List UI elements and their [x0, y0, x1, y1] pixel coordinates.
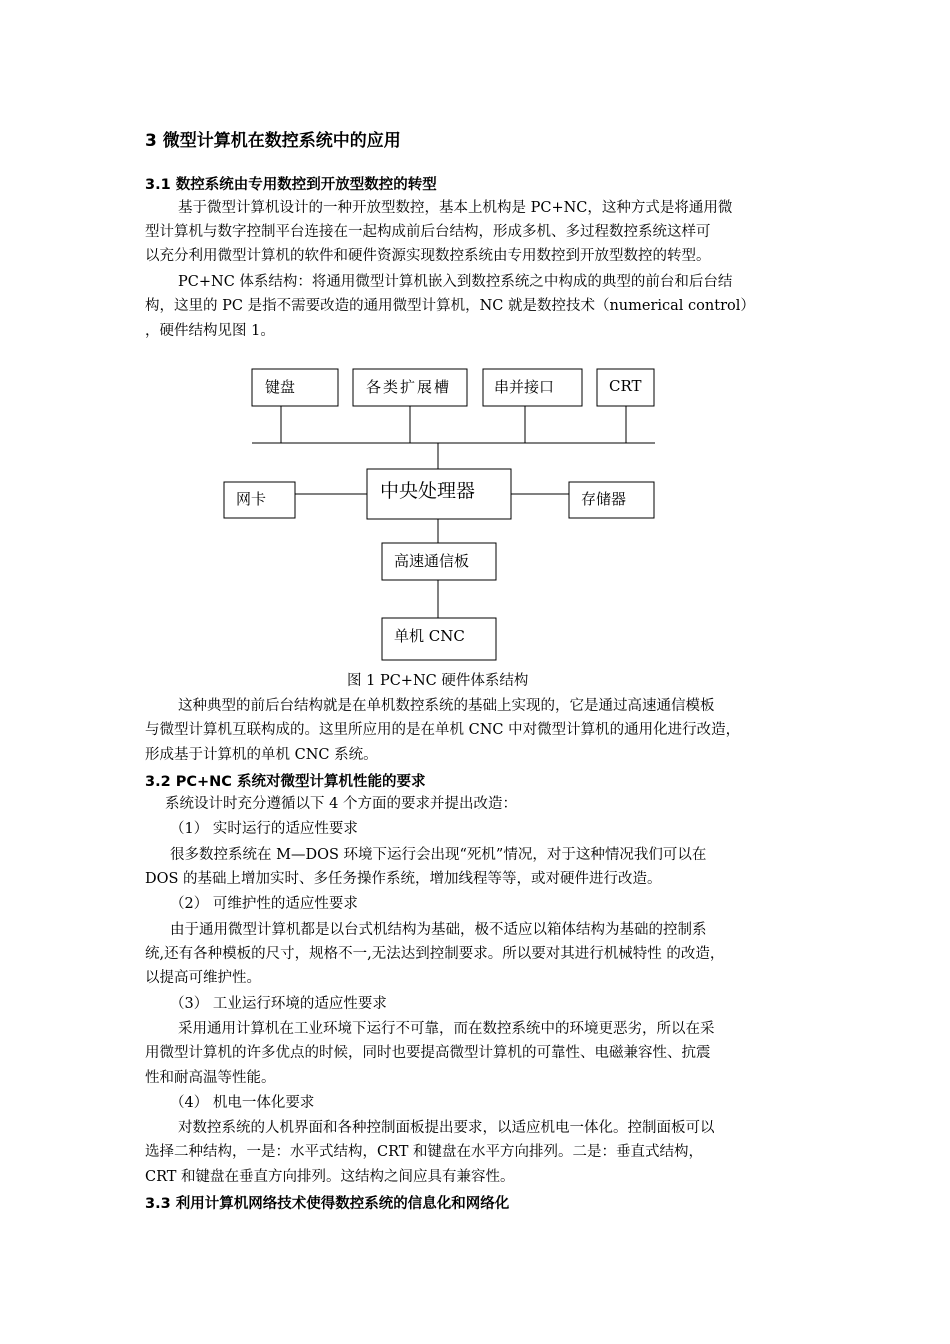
- cnc-label: 单机 CNC: [394, 627, 465, 645]
- section-title: 3 微型计算机在数控系统中的应用: [145, 131, 401, 151]
- paragraph-line: CRT 和键盘在垂直方向排列。这结构之间应具有兼容性。: [145, 1169, 515, 1185]
- paragraph-line: 很多数控系统在 M—DOS 环境下运行会出现“死机”情况，对于这种情况我们可以在: [170, 847, 707, 863]
- subsection-3-2-heading: 3.2 PC+NC 系统对微型计算机性能的要求: [145, 774, 426, 790]
- paragraph-line: 这种典型的前后台结构就是在单机数控系统的基础上实现的，它是通过高速通信模板: [178, 698, 715, 714]
- paragraph-line: 由于通用微型计算机都是以台式机结构为基础，极不适应以箱体结构为基础的控制系: [170, 922, 707, 938]
- cpu-label: 中央处理器: [380, 480, 476, 502]
- storage-label: 存储器: [581, 490, 627, 508]
- keyboard-label: 键盘: [265, 378, 296, 396]
- paragraph-line: 以充分利用微型计算机的软件和硬件资源实现数控系统由专用数控到开放型数控的转型。: [145, 248, 711, 264]
- paragraph-line: 性和耐高温等性能。: [145, 1070, 276, 1086]
- paragraph-line: 与微型计算机互联构成的。这里所应用的是在单机 CNC 中对微型计算机的通用化进行改造，: [145, 722, 741, 738]
- paragraph-line: ，硬件结构见图 1。: [145, 323, 275, 339]
- paragraph-line: 型计算机与数字控制平台连接在一起构成前后台结构，形成多机、多过程数控系统这样可: [145, 224, 711, 240]
- comm-board-label: 高速通信板: [394, 552, 470, 570]
- paragraph-line: 形成基于计算机的单机 CNC 系统。: [145, 747, 378, 763]
- paragraph-line: 统,还有各种模板的尺寸，规格不一,无法达到控制要求。所以要对其进行机械特性 的改造，: [145, 946, 725, 962]
- paragraph-line: 采用通用计算机在工业环境下运行不可靠，而在数控系统中的环境更恶劣，所以在采: [178, 1021, 715, 1037]
- subsection-3-3-heading: 3.3 利用计算机网络技术使得数控系统的信息化和网络化: [145, 1196, 510, 1212]
- list-item-title: （3） 工业运行环境的适应性要求: [170, 996, 387, 1012]
- paragraph-line: 对数控系统的人机界面和各种控制面板提出要求，以适应机电一体化。控制面板可以: [178, 1120, 715, 1136]
- paragraph-line: 系统设计时充分遵循以下 4 个方面的要求并提出改造：: [165, 796, 517, 812]
- list-item-title: （2） 可维护性的适应性要求: [170, 896, 358, 912]
- subsection-3-1-heading: 3.1 数控系统由专用数控到开放型数控的转型: [145, 177, 437, 193]
- paragraph-line: 以提高可维护性。: [145, 970, 261, 986]
- list-item-title: （4） 机电一体化要求: [170, 1095, 315, 1111]
- paragraph-line: DOS 的基础上增加实时、多任务操作系统，增加线程等等，或对硬件进行改造。: [145, 871, 662, 887]
- crt-label: CRT: [609, 377, 642, 395]
- paragraph-line: 选择二种结构，一是：水平式结构，CRT 和键盘在水平方向排列。二是：垂直式结构，: [145, 1144, 704, 1160]
- list-item-title: （1） 实时运行的适应性要求: [170, 821, 358, 837]
- paragraph-line: PC+NC 体系结构：将通用微型计算机嵌入到数控系统之中构成的典型的前台和后台结: [178, 274, 733, 290]
- expansion-slot-label: 各类扩展槽: [366, 378, 452, 396]
- figure-caption: 图 1 PC+NC 硬件体系结构: [347, 673, 529, 689]
- paragraph-line: 基于微型计算机设计的一种开放型数控，基本上机构是 PC+NC，这种方式是将通用微: [178, 200, 733, 216]
- serial-parallel-label: 串并接口: [494, 378, 555, 396]
- paragraph-line: 构，这里的 PC 是指不需要改造的通用微型计算机，NC 就是数控技术（numerical control）: [145, 298, 755, 314]
- nic-label: 网卡: [236, 490, 267, 508]
- paragraph-line: 用微型计算机的许多优点的时候，同时也要提高微型计算机的可靠性、电磁兼容性、抗震: [145, 1045, 711, 1061]
